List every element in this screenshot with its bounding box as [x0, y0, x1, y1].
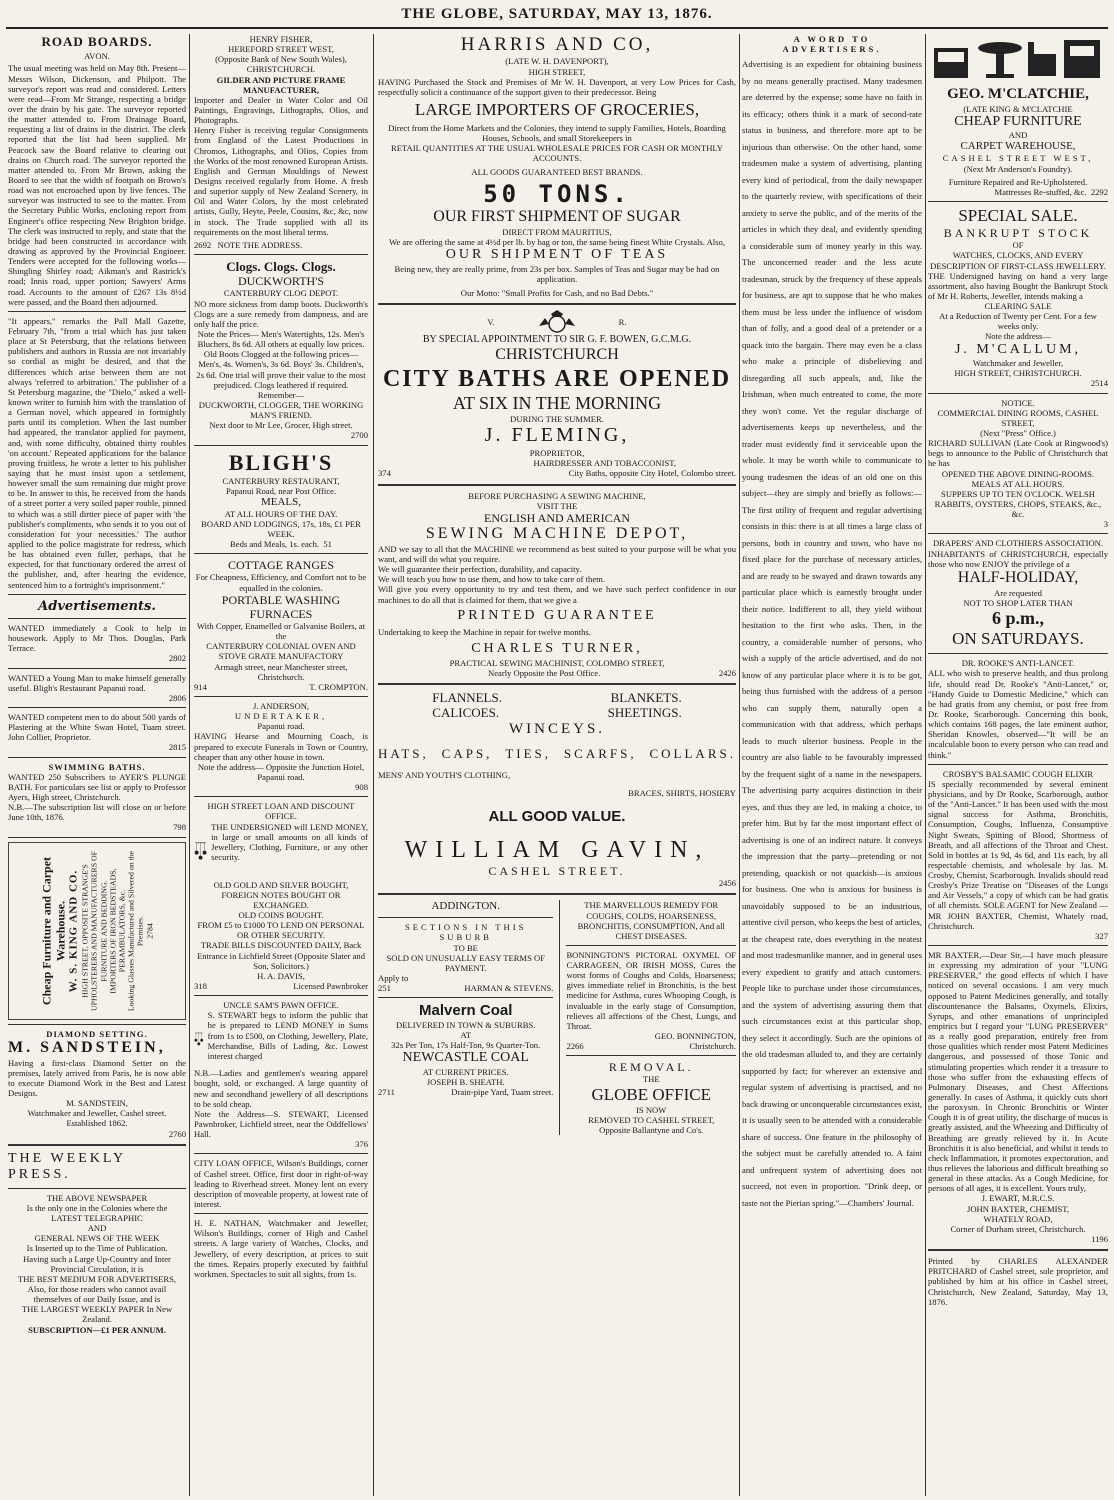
swimming-baths-title: SWIMMING BATHS.: [48, 761, 146, 772]
notice-commercial: COMMERCIAL DINING ROOMS, CASHEL STREET,: [937, 407, 1099, 428]
baths-fleming: J. FLEMING,: [484, 424, 630, 447]
sewing-body: We will guarantee their perfection, durability, and capacity.: [378, 564, 582, 575]
loan-from: FROM £5 to £1000 TO LEND ON PERSONAL OR OTHER SECURITY.: [197, 920, 365, 941]
ad-number: 2760: [168, 1128, 186, 1139]
addington-body: SECTIONS IN THIS SUBURB: [405, 922, 527, 943]
gavin-name: WILLIAM GAVIN,: [404, 836, 710, 863]
king-glasses: Looking Glasses Manufactured and Silvered on the Premises.: [126, 850, 146, 1011]
ad-number: 1196: [1091, 1233, 1108, 1244]
cottage-ranges-title: COTTAGE RANGES: [227, 558, 335, 573]
bonnington-signature: GEO. BONNINGTON,: [654, 1031, 736, 1042]
drapers-are: Are requested: [994, 587, 1042, 598]
furniture-illustration-icon: [930, 34, 1106, 86]
removal-globe-office: GLOBE OFFICE: [591, 1084, 711, 1104]
mcclatchie-cheap-furniture: CHEAP FURNITURE: [954, 113, 1082, 129]
press-line: GENERAL NEWS OF THE WEEK: [34, 1233, 160, 1244]
column-5: [928, 34, 1108, 1496]
ad-number: 2266: [566, 1041, 584, 1052]
gavin-ties: TIES,: [505, 746, 552, 762]
rooke-title: DR. ROOKE'S ANTI-LANCET.: [961, 658, 1075, 669]
ad-number: 2815: [168, 742, 186, 753]
sale-body: THE Undersigned having on hand a very large assortment, also having Bought the Bankrupt Stock of Mr H. Roberts, Jeweller, intends making a: [928, 270, 1108, 301]
mcclatchie-mattresses: Mattresses Re-stuffed, &c.: [994, 186, 1087, 197]
uncle-sam-body: S. STEWART begs to inform the public that he is prepared to LEND MONEY in Sums from 1s to £500, on Clothing, Jewellery, Plate, Merchandise, Bills of Lading, &c. Lowest interest charged: [207, 1010, 368, 1061]
coal-price: 32s Per Ton, 17s Half-Ton, 9s Quarter-Ton.: [391, 1040, 541, 1051]
harris-goods: ALL GOODS GUARANTEED BEST BRANDS.: [471, 166, 643, 177]
bonnington-ad: [566, 900, 736, 1135]
sewing-depot: SEWING MACHINE DEPOT,: [425, 524, 689, 542]
drapers-title: DRAPERS' AND CLOTHIERS ASSOCIATION.: [932, 538, 1104, 549]
baths-address: City Baths, opposite City Hotel, Colombo street.: [568, 468, 736, 479]
clogs-subtitle: DUCKWORTH'S: [237, 274, 325, 289]
weekly-press-title: THE WEEKLY PRESS.: [8, 1150, 126, 1183]
ad-number: 798: [173, 822, 186, 833]
sewing-turner: CHARLES TURNER,: [471, 641, 643, 657]
drapers-saturdays: ON SATURDAYS.: [952, 629, 1084, 649]
sewing-before: BEFORE PURCHASING A SEWING MACHINE,: [468, 490, 646, 501]
bligh-beds: Beds and Meals, 1s. each.: [230, 539, 320, 550]
mcclatchie-cashel: CASHEL STREET WEST,: [942, 153, 1094, 164]
pawnbroker-balls-icon: [194, 822, 207, 880]
loan-gold: OLD GOLD AND SILVER BOUGHT, FOREIGN NOTES BOUGHT OR EXCHANGED.: [213, 879, 349, 910]
column-divider: [189, 34, 190, 1496]
crosby-title: CROSBY'S BALSAMIC COUGH ELIXIR: [942, 768, 1094, 779]
baths-christchurch: CHRISTCHURCH: [495, 345, 619, 363]
gavin-scarfs: SCARFS,: [563, 746, 637, 762]
printer-imprint: Printed by CHARLES ALEXANDER PRITCHARD of Cashel street, sole proprietor, and published by him at his office in Cashel street, Christchurch, New Zealand, Saturday, May 13, 1876.: [928, 1256, 1108, 1307]
bonnington-body: BONNINGTON'S PICTORAL OXYMEL OF CARRAGEEN, OR IRISH MOSS, Cures the worst forms of Coughs and Colds, Hoarseness; gives immediate relief in Bronchitis, is the best medicine for Asthma, cures Whooping Cough, is invaluable in the early stage of Consumption, relieves all affections of the Chest, Lungs, and Throat.: [566, 949, 736, 1031]
clogs-title: Clogs. Clogs. Clogs.: [226, 258, 336, 274]
sale-clearing: CLEARING SALE: [984, 301, 1052, 312]
ad-number: 251: [378, 983, 391, 994]
ad-young-man: WANTED a Young Man to make himself generally useful. Bligh's Restaurant Papanui road.: [8, 672, 186, 693]
loan-licence: Licensed Pawnbroker: [293, 981, 368, 991]
ad-number: 2514: [1090, 378, 1108, 389]
press-line: AND: [87, 1223, 107, 1234]
baths-opened: CITY BATHS ARE OPENED: [382, 365, 732, 392]
bligh-meals: MEALS,: [260, 495, 302, 508]
uncle-sam-note: Note the Address—S. STEWART, Licensed Pawnbroker, Lichfield street, near the Oddfellows' Hall.: [194, 1108, 368, 1140]
road-boards-subtitle: AVON.: [84, 51, 110, 62]
sale-trade: Watchmaker and Jeweller,: [972, 358, 1064, 369]
fisher-name: HENRY FISHER,: [249, 34, 313, 44]
anderson-trade: UNDERTAKER,: [234, 711, 328, 722]
city-loan-office: CITY LOAN OFFICE, Wilson's Buildings, corner of Cashel street. Office, first door in right-of-way leading to Riverhead street. Money lent on every description of moveable property, at lowest rate of interest.: [194, 1158, 368, 1209]
clogs-address: Next door to Mr Lee, Grocer, High street.: [209, 420, 353, 431]
diamond-setting-title: DIAMOND SETTING.: [46, 1028, 148, 1039]
uncle-sam-title: UNCLE SAM'S PAWN OFFICE.: [223, 1000, 339, 1011]
anderson-body: HAVING Hearse and Mourning Coach, is prepared to execute Funerals in Town or Country, cheaper than any other house in town.: [194, 731, 368, 762]
ad-number: 374: [378, 468, 391, 479]
anderson-note: Note the address— Opposite the Junction Hotel, Papanui road.: [197, 761, 365, 783]
sewing-english-american: ENGLISH AND AMERICAN: [483, 510, 630, 525]
addington-apply: Apply to: [378, 973, 409, 984]
baths-six: AT SIX IN THE MORNING: [452, 393, 662, 414]
press-line: THE LARGEST WEEKLY PAPER In New Zealand.: [21, 1304, 173, 1325]
malvern-coal-title: Malvern Coal: [419, 1002, 513, 1020]
harris-mauritius: DIRECT FROM MAURITIUS,: [502, 226, 612, 237]
sale-note: Note the address—: [985, 331, 1051, 342]
bonnington-title: THE MARVELLOUS REMEDY FOR COUGHS, COLDS, HOARSENESS, BRONCHITIS, CONSUMPTION, And all CHEST DISEASES.: [577, 900, 725, 941]
press-line: Having such a Large Up-Country and Inter Provincial Circulation, it is: [23, 1253, 171, 1274]
fisher-trade: GILDER AND PICTURE FRAME MANUFACTURER,: [216, 74, 346, 95]
drapers-six: 6 p.m.,: [991, 607, 1044, 628]
ad-number: 51: [323, 539, 332, 550]
addington-tobe: TO BE: [453, 942, 478, 953]
pall-mall-article: "It appears," remarks the Pall Mall Gazette, February 7th, "from a trial which has just taken place at St Petersburg, that the relations between publishers and authors in Russia are not invariably so cordial as might be desired, and that the differences which arise between them are not always 'referred to arbitration.' The publisher of a St Petersburg magazine, the "Dielo," asked a well-known writer to furnish him with the translation of a German novel, which appeared in fortnightly parts until its completion. When the last number had appeared, the translator applied for payment, and, with some difficulty, obtained thirty roubles 'on account.' Repeated applications for the balance proving fruitless, he wrote a letter to his publisher saying that he must insist upon a settlement, however small the sum remaining due might prove to be. In answer to this, he received from the hands of a street porter a very soiled paper rouble, pinned to which was a still dirtier piece of paper with 'the publisher's compliments, who sends it to you out of consideration for your necessities.' The author applied to the police magistrate for redress, which he has obtained even fuller, perhaps, that he expected, for that functionary ordered the arrest of the publisher, and, after hearing the evidence, sentenced him to a fortnight's imprisonment.": [8, 315, 186, 590]
loan-signature: H. A. DAVIS,: [257, 970, 305, 981]
baxter-corner: Corner of Durham street, Christchurch.: [950, 1223, 1086, 1234]
royal-crest-icon: [535, 310, 579, 334]
notice-next: (Next "Press" Office.): [980, 427, 1056, 438]
gavin-caps: CAPS,: [441, 746, 493, 762]
coal-address: Drain-pipe Yard, Tuam street.: [451, 1087, 554, 1098]
coal-at: AT: [460, 1030, 471, 1041]
sewing-practical: PRACTICAL SEWING MACHINIST, COLOMBO STREET,: [449, 657, 665, 668]
bligh-subtitle: CANTERBURY RESTAURANT,: [222, 475, 340, 486]
clogs-signature: DUCKWORTH, CLOGGER, THE WORKING MAN'S FRIEND.: [198, 399, 364, 421]
cottage-body: For Cheapness, Efficiency, and Comfort not to be equalled in the colonies.: [195, 572, 367, 593]
king-name: W. S. KING AND CO.: [67, 869, 80, 992]
word-to-advertisers-title: A WORD TO ADVERTISERS.: [782, 34, 882, 55]
ad-plastering: WANTED competent men to do about 500 yards of Plastering at the White Swan Hotel, Tuam street. John Collier, Proprietor.: [8, 711, 186, 743]
fisher-city: CHRISTCHURCH.: [246, 64, 316, 75]
sewing-undertaking: Undertaking to keep the Machine in repair for twelve months.: [378, 627, 591, 638]
cottage-furnaces: PORTABLE WASHING FURNACES: [221, 592, 341, 621]
coal-current: AT CURRENT PRICES.: [422, 1066, 509, 1077]
column-2: [194, 34, 368, 1496]
bligh-address: Papanui Road, near Post Office.: [225, 485, 337, 496]
harris-sugar: OUR FIRST SHIPMENT OF SUGAR: [433, 208, 681, 226]
gavin-value: ALL GOOD VALUE.: [488, 808, 626, 826]
king-warehouse-title: Cheap Furniture and Carpet Warehouse.: [39, 856, 68, 1005]
gavin-sheetings: SHEETINGS.: [607, 705, 682, 721]
sewing-body: AND we say to all that the MACHINE we recommend as best suited to your purpose will be what you want, and will do what you require.: [378, 543, 736, 564]
king-warehouse-ad: [8, 842, 186, 1020]
sandstein-name: M. SANDSTEIN,: [8, 1038, 166, 1056]
press-line: Also, for those readers who cannot avail themselves of our Daily Issue, and is: [27, 1283, 167, 1305]
ad-number: 2700: [350, 430, 368, 441]
notice-body: RICHARD SULLIVAN (Late Cook at Ringwood's) begs to announce to the Public of Christchurch that he has: [928, 438, 1108, 469]
king-importers: IMPORTERS OF IRON BEDSTEADS, PERAMBULATORS, &c.: [108, 867, 127, 994]
mcclatchie-late: (LATE KING & M'CLATCHIE: [963, 103, 1073, 114]
masthead: THE GLOBE, SATURDAY, MAY 13, 1876.: [401, 6, 713, 22]
bligh-title: BLIGH'S: [228, 449, 334, 475]
gavin-collars: COLLARS.: [649, 746, 736, 762]
notice-title: NOTICE.: [1001, 397, 1035, 408]
bligh-hours: AT ALL HOURS OF THE DAY.: [224, 508, 338, 519]
diamond-address: Watchmaker and Jeweller, Cashel street. Established 1862.: [27, 1108, 167, 1129]
ad-number: 2802: [168, 653, 186, 664]
ad-number: 2456: [718, 878, 736, 889]
sale-reduction: At a Reduction of Twenty per Cent. For a few weeks only.: [939, 311, 1097, 332]
drapers-half-holiday: HALF-HOLIDAY,: [957, 568, 1079, 586]
ad-number: 3: [1103, 519, 1108, 530]
mcclatchie-and: AND: [1008, 130, 1028, 141]
anderson-address: Papanui road.: [257, 721, 305, 732]
clogs-body: NO more sickness from damp boots. Duckworth's Clogs are a sure remedy from dampness, and are only half the price.: [194, 298, 368, 329]
harris-teas-body: Being new, they are really prime, from 23s per box. Samples of Teas and Sugar may be had on application.: [394, 263, 720, 284]
clogs-prices: Note the Prices— Men's Watertights, 12s. Men's Bluchers, 8s 6d. All others at equally low prices. Old Boots Clogged at the following prices— Men's, 4s. Women's, 3s 6d. Boys' 3s. Children's, 2s 6d. One trial will prove their value to the most prejudiced. Clogs leathered if required. Remember—: [196, 329, 366, 400]
mcclatchie-name: GEO. M'CLATCHIE,: [947, 86, 1089, 102]
removal-title: REMOVAL.: [608, 1060, 694, 1075]
royal-r: R.: [618, 317, 627, 328]
gavin-calicoes: CALICOES.: [432, 705, 500, 721]
ad-number: 2692: [194, 239, 212, 250]
baths-hairdresser: HAIRDRESSER AND TOBACCONIST,: [533, 458, 676, 469]
coal-signature: JOSEPH B. SHEATH.: [426, 1077, 505, 1088]
press-line: Is Inserted up to the Time of Publication.: [26, 1243, 168, 1254]
removal-opposite: Opposite Ballantyne and Co's.: [599, 1124, 704, 1135]
harris-teas: OUR SHIPMENT OF TEAS: [445, 247, 669, 263]
notice-opened: OPENED THE ABOVE DINING-ROOMS. MEALS AT ALL HOURS.: [941, 468, 1095, 489]
baxter-letter: MR BAXTER,—Dear Sir,—I have much pleasure in expressing my admiration of your "LUNG PRESERVER," the good effects of which I have noticed on several occasions. I am very much opposed to Patent Medicines generally, and totally discountenance the Balsams, Oxymels, Elixirs, Syrups, and other emanations of unprincipled empirics but I regard your "LUNG PRESERVER" as a really good preparation, entirely free from those qualities which render most Patent Medicines dangerous, and possessed of those Tonic and stimulating properties which render it a treasure to those who suffer from the exhausting effects of Pulmonary Diseases, and Chest Affections generally. In cases of Asthma, it quickly cuts short the paroxysm. In Chronic Bronchitis or Winter Cough it is of great utility, the discharge of mucus is greatly assisted, and the Wheezing and Difficulty of Breathing are greatly relieved by it. In Acute Bronchitis it is also beneficial, and whilst it tends to check Inflammation, it promotes expectoration, and thus relieves the laborious and difficult breathing so general in these attacks. As a Cough Medicine, for persons of all ages, it is excellent. Yours truly,: [928, 950, 1108, 1194]
harris-motto: Our Motto: "Small Profits for Cash, and no Bad Debts.": [460, 287, 654, 298]
mcclatchie-next: (Next Mr Anderson's Foundry).: [963, 163, 1073, 174]
masthead-rule: [6, 27, 1108, 29]
ad-number: 914: [194, 681, 207, 692]
harris-retail: RETAIL QUANTITIES AT THE USUAL WHOLESALE PRICES FOR CASH OR MONTHLY ACCOUNTS.: [390, 143, 724, 164]
ad-number: 2292: [1090, 186, 1108, 197]
column-divider: [739, 34, 740, 1496]
cottage-with: With Copper, Enamelled or Galvanise Boilers, at the: [196, 621, 366, 642]
sewing-guarantee: PRINTED GUARANTEE: [457, 607, 657, 623]
addington-signature: HARMAN & STEVENS.: [464, 983, 554, 994]
ad-number: 327: [1095, 930, 1108, 941]
fisher-address: HEREFORD STREET WEST,: [228, 44, 334, 55]
gavin-braces: BRACES, SHIRTS, HOSIERY: [628, 787, 736, 798]
sewing-body: We will teach you how to use them, and how to take care of them.: [378, 574, 605, 585]
column-divider: [925, 34, 926, 1496]
diamond-setting-body: Having a first-class Diamond Setter on the premises, lately arrived from Paris, he is now able to execute Diamond Work in the Best and Latest Designs.: [8, 1057, 186, 1098]
press-subscription: SUBSCRIPTION—£1 PER ANNUM.: [28, 1324, 166, 1335]
harris-large-importers: LARGE IMPORTERS OF GROCERIES,: [414, 99, 700, 119]
harris-offer: We are offering the same at 4½d per lb. by bag or ton, the same being finest White Crystals. Also,: [389, 237, 725, 248]
fisher-opposite: (Opposite Bank of New South Wales),: [215, 54, 347, 65]
notice-suppers: SUPPERS UP TO TEN O'CLOCK. WELSH RABBITS, OYSTERS, CHOPS, STEAKS, &c., &c.: [934, 488, 1102, 520]
ad-cook: WANTED immediately a Cook to help in housework. Apply to Mr Thos. Douglas, Park Terrace.: [8, 622, 186, 654]
loan-office-title: HIGH STREET LOAN AND DISCOUNT OFFICE.: [207, 801, 355, 822]
drapers-body: INHABITANTS of CHRISTCHURCH, especially those who now ENJOY the privilege of a: [928, 548, 1108, 569]
royal-v: V.: [487, 317, 495, 328]
baths-summer: DURING THE SUMMER.: [510, 414, 604, 425]
harris-direct: Direct from the Home Markets and the Colonies, they intend to supply Families, Hotels, Boarding Houses, Schools, and small Storekeepers in: [388, 123, 726, 144]
ad-number: 2806: [168, 692, 186, 703]
sale-mccallum: J. M'CALLUM,: [954, 341, 1082, 357]
fisher-note: NOTE THE ADDRESS.: [217, 239, 303, 250]
cottage-signature: T. CROMPTON.: [309, 681, 368, 692]
word-to-advertisers-body: Advertising is an expedient for obtaining business by no means generally practised. Many tradesmen are deterred by the expense; some have no faith in its efficacy; others think it a mark of second-rate status in business, and therefore more apt to be injurious than otherwise. On the other hand, some tradesmen make a system of advertising, planting every kind of periodical, from the daily newspaper to the quarterly review, with specifications of their anxiety to serve the public, and of the merits of the articles in which they deal, and evidently spending a considerable sum of money yearly in this way. The unconcerned reader and the less acute tradesman, struck by the frequency of these appeals for business, are apt to suppose that he who makes them must be less under the influence of wisdom than of folly, and a good deal of a pretender or a quack into the bargain. There may even be a class who make a principle of disbelieving and disregarding all such appeals, and, like the Irishman, when much entreated to come, the more they won't come. Yet the regular discharge of advertisements keeps up nevertheless, and the trader must evidently find it serviceable upon the whole. It may be worth while to communicate to young tradesmen the ideas of an old one on this subject—they are simply and briefly as follows:—The first utility of frequent and regular advertising consists in this: there is at all times a large class of persons, both in country and town, who have no fixed place for the purchase of necessary articles, and are ready to be swayed and drawn towards any particular place which is earnestly brought under their notice. Indifferent to all, they yield without hesitation to the first who asks. Then, in the country, a considerable number of persons, who wish a supply of the article advertised, and do not know of any particular place where it is to be got, being thus furnished with the address of a person who can supply them, naturally open a communication with that address, which perhaps leads to much ulterior business. People in the country are also liable to be favourably impressed by the frequent sight of a name in the newspapers. The advertising party acquires distinction in their eyes, and thus they are led, in making a choice, to prefer him. But by far the most important effect of advertising is one of an indirect nature. It conveys the impression that the party—pretending or not pretending, quackish or not quackish—is anxious for business. One who is anxious for business is unavoidably supposed to be an industrious, attentive civil person, who keeps the best of articles, at the cheapest rate, does everything in the neatest and most tradesmanlike manner, and in general uses every expedient to gratify and attach customers. People like to purchase under those circumstances, and the system of advertising assuring them that such circumstances exist at this particular shop, they select it accordingly. Such are the opinions of the old tradesman alluded to, and they are certainly supported by fact; for wherever an extensive and regular system of advertising is practised, and no back drawing or unconquerable circumstances exist, it is usually seen to be attended with a considerable share of success. One feature in the philosophy of the subject must be carefully attended to. A faint and unfrequent system of advertising does not succeed, not even in proportion. "Drink deep, or taste not the Pierian spring."—Chambers' Journal.: [742, 59, 922, 1208]
swimming-baths-nb: N.B.—The subscription list will close on or before June 10th, 1876.: [8, 802, 186, 823]
ad-number: 376: [355, 1139, 368, 1150]
drapers-not: NOT TO SHOP LATER THAN: [963, 597, 1073, 608]
king-address: HIGH STREET, OPPOSITE STRANGE'S: [80, 863, 90, 998]
gavin-flannels: FLANNELS.: [432, 690, 502, 706]
ad-number: 2784: [145, 922, 155, 939]
gavin-hats: HATS,: [378, 746, 429, 762]
baths-appointment: BY SPECIAL APPOINTMENT TO SIR G. F. BOWEN, G.C.M.G.: [422, 334, 692, 346]
pawnbroker-balls-icon: [194, 1010, 204, 1068]
rooke-body: ALL who wish to preserve health, and thus prolong life, should read Dr. Rooke's "Anti-Lancet," or, "Handy Guide to Domestic Medicine," which can be had gratis from any chemist, or post free from Dr. Rooke, Scarborough. Concerning this book, which contains 168 pages, the late eminent author, Sheridan Knowles, observed—"It will be an incalculable boon to every person who can read and think.": [928, 668, 1108, 760]
baths-proprietor: PROPRIETOR,: [529, 448, 585, 459]
swimming-baths-body: WANTED 250 Subscribers to AYER'S PLUNGE BATH. For particulars see list or apply to Professor Ayers, High street, Christchurch.: [8, 771, 186, 802]
removal-to: REMOVED TO CASHEL STREET,: [588, 1114, 715, 1125]
ad-number: 908: [355, 782, 368, 793]
gavin-street: CASHEL STREET.: [488, 864, 626, 879]
crosby-body: IS specially recommended by several eminent physicians, and by Dr Rooke, Scarborough, author of the "Anti-Lancet." It has been used with the most signal success for Asthma, Bronchitis, Consumption, Coughs, Influenza, Consumptive Night Sweats, Spitting of Blood, Shortness of Breath, and all affections of the Throat and Chest. Sold in bottles at 1s 9d, 4s 6d, and 11s each, by all respectable chemists, and wholesale by Jas. M. Crosby, Chemist, Scarborough. Invalids should read Crosby's Prize Treatise on "Diseases of the Lungs and Air Vessels," a copy of which can be had gratis of all chemists. SOLE AGENT for New Zealand — MR JOHN BAXTER, Chemist, Whately road, Christchurch.: [928, 778, 1108, 931]
removal-the: THE: [642, 1074, 660, 1085]
baxter-name: JOHN BAXTER, CHEMIST,: [966, 1203, 1069, 1214]
bligh-board: BOARD AND LODGINGS, 17s, 18s, £1 PER WEEK.: [201, 518, 361, 540]
press-line: Is the only one in the Colonies where the: [26, 1202, 168, 1213]
diamond-signature: M. SANDSTEIN,: [66, 1098, 128, 1109]
press-line: LATEST TELEGRAPHIC: [51, 1212, 143, 1223]
addington-title: ADDINGTON.: [431, 900, 500, 913]
cottage-works: CANTERBURY COLONIAL OVEN AND STOVE GRATE MANUFACTORY: [206, 641, 356, 662]
addington-sold: SOLD ON UNUSUALLY EASY TERMS OF PAYMENT.: [386, 952, 545, 973]
newcastle-coal: NEWCASTLE COAL: [402, 1050, 529, 1066]
harris-body: HAVING Purchased the Stock and Premises of Mr W. H. Davenport, at very Low Prices for Cash, respectfully solicit a continuance of the support given to their predecessor. Being: [378, 76, 736, 97]
bonnington-city: Christchurch.: [689, 1041, 736, 1052]
press-line: THE BEST MEDIUM FOR ADVERTISERS,: [17, 1273, 177, 1284]
ad-number: 2711: [378, 1087, 395, 1098]
fisher-body: Henry Fisher is receiving regular Consignments from England of the Latest Productions in Chromos, Lithographs, and Olios, Copies from the Works of the most renowned European Artists. English and German Mouldings of Newest Designs received regularly from Home. A fresh and superior supply of New Zealand Scenery, in Oil and Water Colors, by the most celebrated artists, Gully, Heyte, Peele, Cousins, &c, &c, now in stock. The Trade supplied with all its requirements on the most liberal terms.: [194, 125, 368, 237]
harris-tons: 50 TONS.: [483, 179, 631, 208]
press-line: THE ABOVE NEWSPAPER: [46, 1192, 148, 1203]
sewing-body: Will give you every opportunity to try and test them, and we have such perfect confidence in our machines to do all that is claimed for them, that we give a: [378, 584, 736, 605]
road-boards-article: The usual meeting was held on May 8th. Present—Messrs Wilson, Dickenson, and Philpott. The surveyor's report was read and considered. Letters were read—From Mr Strange, respecting a bridge over the drain by his gate. The surveyor reported the matter attended to. From Drainage Board, requesting a list of drains in the district. The clerk reported that the list had been supplied. Mr Peacock saw the Board relative to clearing out drains on Church road. The surveyor reported the matter attended to. From Mr Brown, asking the Board to see that the width of footpath on Brown's road was not encroached upon by live fences. The surveyor was instructed to see to the matter. From the Secretary Public Works, enclosing report from Engineer's office respecting New Brighton bridge. The clerk was instructed to reply, and state that the bridge had been constructed in accordance with drawing as approved by the Provincial Engineer. Tenders were accepted for the following works—Shingling Shirley road; Aikman's and Rastrick's road; Innis road, upper portion; Sawyers' Arms road. Accounts to the amount of £267 13s 8½d were passed, and the Board then adjourned.: [8, 63, 186, 307]
removal-now: IS NOW: [636, 1104, 667, 1115]
fisher-importer: Importer and Dealer in Water Color and Oil Paintings, Engravings, Lithographs, Olios, and Photographs.: [194, 94, 368, 126]
mcclatchie-repair: Furniture Repaired and Re-Upholstered.: [948, 176, 1088, 187]
sale-of: OF: [1012, 240, 1024, 251]
ad-number: 2426: [718, 667, 736, 678]
nathan-ad: H. E. NATHAN, Watchmaker and Jeweller, Wilson's Buildings, corner of High and Cashel streets. A large variety of Watches, Clocks, and Jewellery, of every description, at prices to suit the times. Repairs properly executed by faithful workmen. Spectacles to suit all sights, from 1s.: [194, 1218, 368, 1279]
addington-ad: [378, 900, 553, 1135]
column-1: [8, 34, 186, 1496]
loan-coins: OLD COINS BOUGHT.: [238, 910, 324, 921]
ad-number: 318: [194, 981, 207, 991]
clogs-depot: CANTERBURY CLOG DEPOT.: [223, 288, 339, 299]
sale-description: WATCHES, CLOCKS, AND EVERY DESCRIPTION OF FIRST-CLASS JEWELLERY.: [930, 250, 1106, 271]
column-divider: [373, 34, 374, 1496]
gavin-mens: MENS' AND YOUTH'S CLOTHING,: [378, 769, 511, 780]
sale-bankrupt: BANKRUPT STOCK: [943, 226, 1093, 241]
baxter-road: WHATELY ROAD,: [983, 1213, 1053, 1224]
king-description: UPHOLSTERERS AND MANUFACTURERS OF FURNITURE AND BEDDING.: [90, 850, 109, 1011]
harris-address: HIGH STREET,: [528, 66, 586, 77]
special-sale-title: SPECIAL SALE.: [958, 206, 1078, 226]
gavin-winceys: WINCEYS.: [508, 720, 606, 737]
road-boards-title: ROAD BOARDS.: [41, 34, 153, 49]
harris-late: (LATE W. H. DAVENPORT),: [505, 56, 609, 67]
sale-address: HIGH STREET, CHRISTCHURCH.: [954, 368, 1082, 379]
sewing-near: Nearly Opposite the Post Office.: [488, 667, 601, 678]
anderson-name: J. ANDERSON,: [252, 701, 310, 712]
loan-body: THE UNDERSIGNED will LEND MONEY, in large or small amounts on all kinds of Jewellery, Clothing, Furniture, or any other security.: [211, 821, 368, 863]
sewing-visit: VISIT THE: [536, 500, 578, 511]
column-4: [742, 34, 922, 1496]
mcclatchie-carpet: CARPET WAREHOUSE,: [960, 140, 1076, 153]
loan-trade: TRADE BILLS DISCOUNTED DAILY, Back Entrance in Lichfield Street (Opposite Slater and Son, Solicitors.): [197, 940, 365, 971]
coal-body: DELIVERED IN TOWN & SUBURBS.: [396, 1020, 536, 1030]
uncle-sam-nb: N.B.—Ladies and gentlemen's wearing apparel bought, sold, or exchanged. A large quantity of new and secondhand jewellery of all descriptions to be sold cheap.: [194, 1068, 368, 1109]
advertisements-heading: Advertisements.: [38, 598, 156, 614]
baxter-signature: J. EWART, M.R.C.S.: [981, 1193, 1055, 1204]
gavin-blankets: BLANKETS.: [610, 690, 682, 706]
column-3: [378, 34, 736, 1496]
cottage-address: Armagh street, near Manchester street, Christchurch.: [214, 661, 348, 682]
harris-title: HARRIS AND CO,: [460, 34, 654, 55]
